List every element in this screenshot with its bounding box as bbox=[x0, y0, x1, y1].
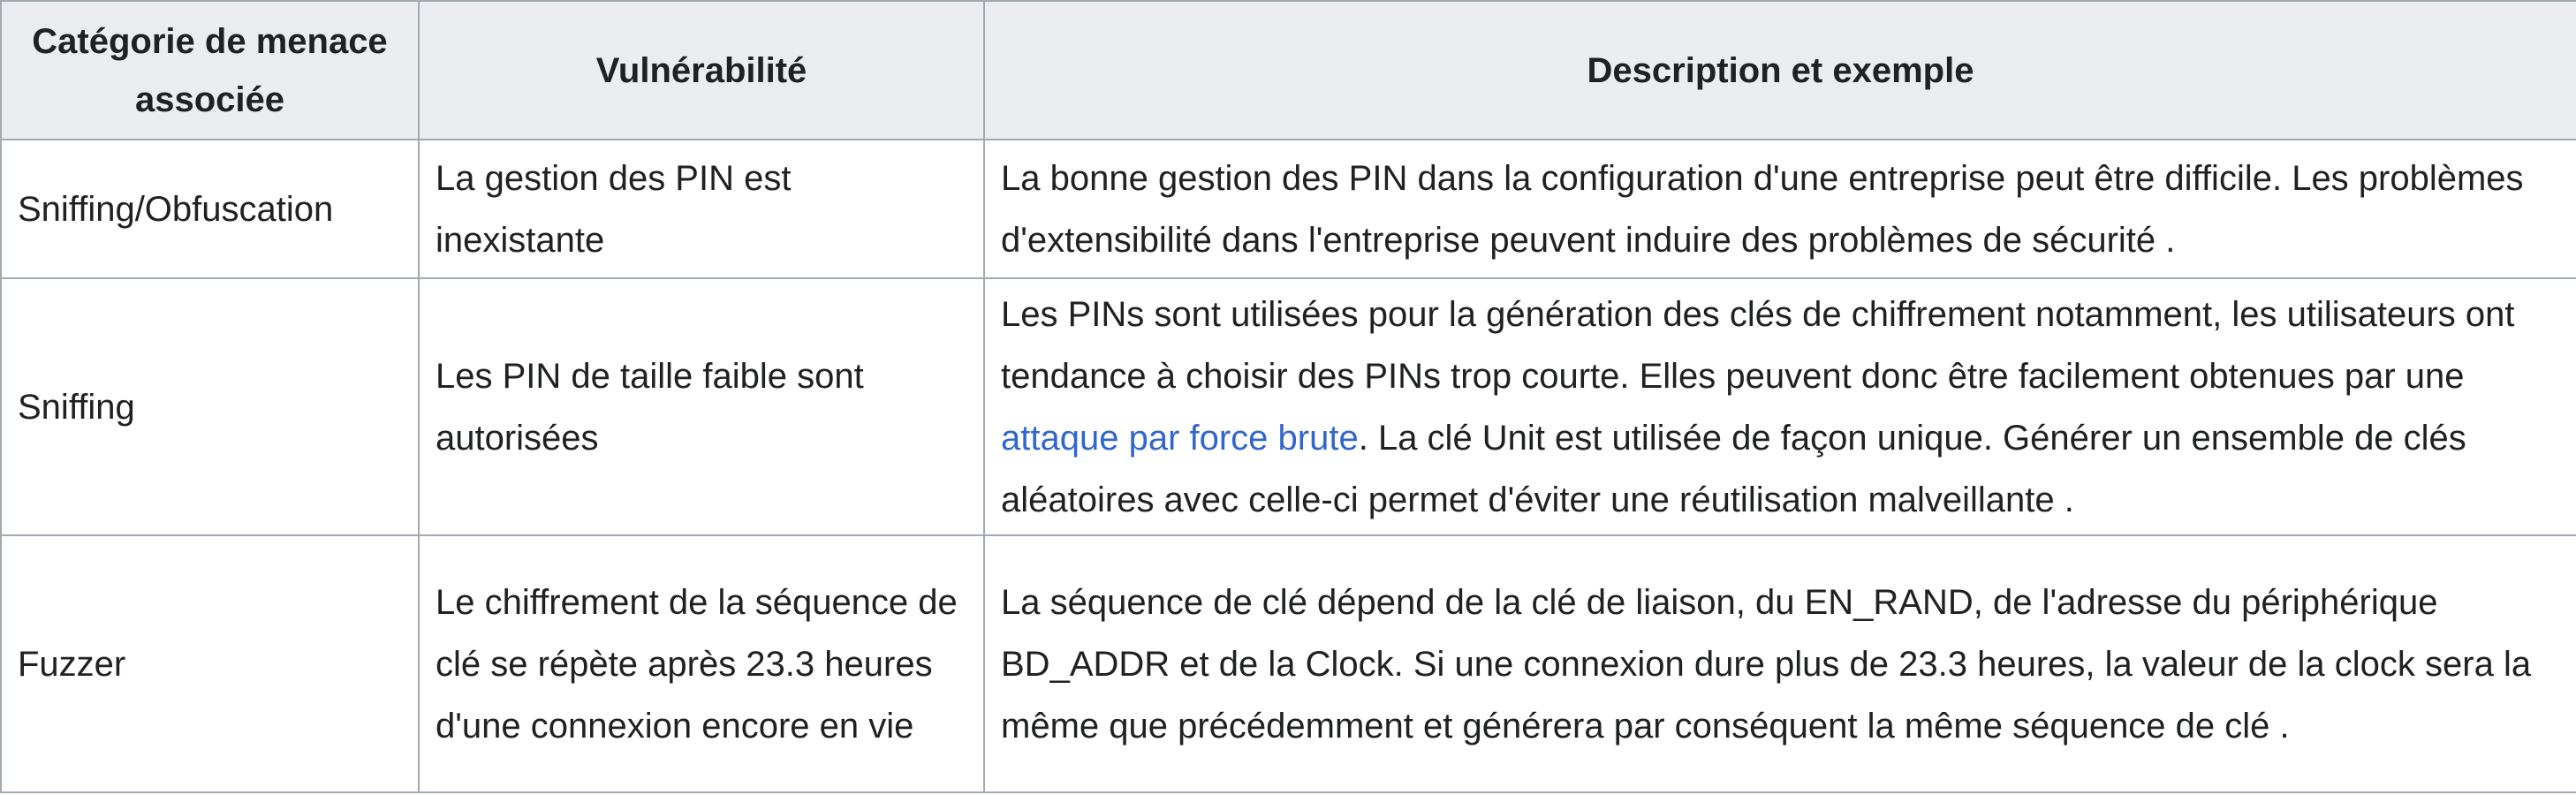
cell-category: Fuzzer bbox=[1, 535, 419, 792]
cell-description: La séquence de clé dépend de la clé de liaison, du EN_RAND, de l'adresse du périphérique BD_ADDR et de la Clock. Si une connexion dure plus de 23.3 heures, la valeur de la clock sera la même que précédemment et générera par conséquent la même séquence de clé . bbox=[984, 535, 2576, 792]
table-header-row bbox=[1, 1, 2576, 140]
table-row bbox=[1, 278, 2576, 535]
table-row bbox=[1, 140, 2576, 278]
cell-description: La bonne gestion des PIN dans la configuration d'une entreprise peut être difficile. Les problèmes d'extensibilité dans l'entreprise peuvent induire des problèmes de sécurité . bbox=[984, 140, 2576, 278]
cell-vulnerability: Le chiffrement de la séquence de clé se répète après 23.3 heures d'une connexion encore en vie bbox=[419, 535, 984, 792]
cell-vulnerability: Les PIN de taille faible sont autorisées bbox=[419, 278, 984, 535]
cell-description bbox=[984, 278, 2576, 535]
cell-category: Sniffing/Obfuscation bbox=[1, 140, 419, 278]
link-attaque-force-brute[interactable]: attaque par force brute bbox=[1001, 418, 1359, 458]
header-vulnerability: Vulnérabilité bbox=[419, 1, 984, 140]
description-text: Les PINs sont utilisées pour la génération des clés de chiffrement notamment, les utilisateurs ont tendance à choisir des PINs trop courte. Elles peuvent donc être facilement obtenues par une bbox=[1001, 294, 2515, 396]
table-row bbox=[1, 535, 2576, 792]
header-description: Description et exemple bbox=[984, 1, 2576, 140]
description-text: . La clé Unit est utilisée de façon unique. Générer un ensemble de clés aléatoires avec celle-ci permet d'éviter une réutilisation malveillante . bbox=[1001, 418, 2466, 519]
header-category: Catégorie de menace associée bbox=[1, 1, 419, 140]
cell-vulnerability: La gestion des PIN est inexistante bbox=[419, 140, 984, 278]
cell-category: Sniffing bbox=[1, 278, 419, 535]
